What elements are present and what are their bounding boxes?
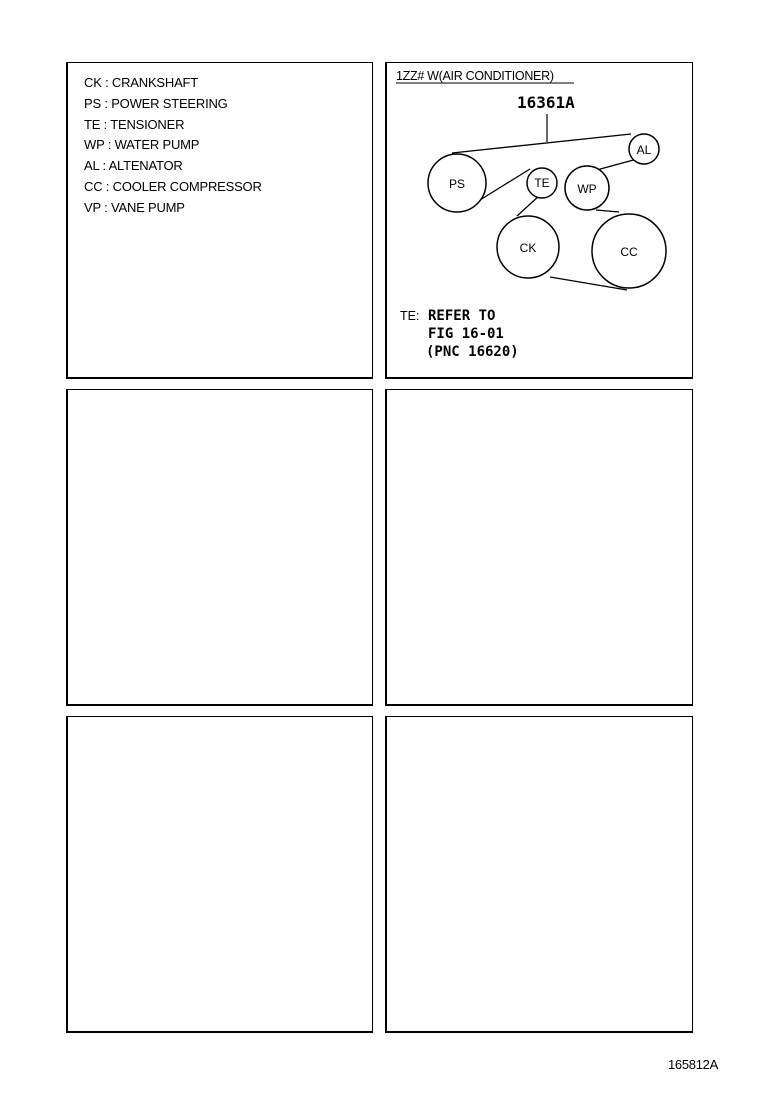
pulley-ps-label: PS: [448, 177, 466, 191]
pulley-wp-label: WP: [577, 182, 597, 196]
legend-item-wp: WP : WATER PUMP: [84, 137, 200, 153]
empty-panel-left-3: [66, 716, 373, 1033]
legend-name: POWER STEERING: [111, 95, 228, 111]
note-line-2: FIG 16-01: [428, 326, 504, 342]
legend-item-cc: CC : COOLER COMPRESSOR: [84, 178, 262, 194]
legend-name: TENSIONER: [110, 116, 185, 132]
legend-code: CK: [84, 75, 102, 90]
legend-code: PS: [84, 95, 101, 111]
legend-name: WATER PUMP: [114, 137, 200, 153]
note-prefix: TE:: [400, 309, 420, 323]
empty-panel-right-3: [385, 716, 693, 1033]
pulley-al-label: AL: [636, 143, 652, 157]
legend-item-ps: PS : POWER STEERING: [84, 95, 228, 111]
empty-panel-left-2: [66, 389, 373, 706]
legend-code: AL: [84, 158, 100, 174]
note-line-3: (PNC 16620): [426, 344, 519, 360]
note-line-1: REFER TO: [428, 308, 496, 324]
legend-item-te: TE : TENSIONER: [84, 116, 185, 132]
legend-name: COOLER COMPRESSOR: [112, 178, 262, 194]
legend-name: CRANKSHAFT: [111, 75, 199, 90]
legend-name: VANE PUMP: [110, 199, 185, 215]
legend-panel: [66, 62, 373, 379]
belt-diagram-panel: [385, 62, 693, 379]
legend-item-ck: CK : CRANKSHAFT: [84, 75, 199, 90]
legend-name: ALTENATOR: [108, 158, 183, 174]
pulley-ck-label: CK: [519, 241, 537, 255]
abbreviation-legend: [84, 73, 262, 219]
legend-code: WP: [84, 137, 105, 153]
legend-code: TE: [84, 116, 101, 132]
legend-item-al: AL : ALTENATOR: [84, 158, 183, 174]
pulley-cc-label: CC: [620, 245, 638, 259]
figure-code: 165812A: [668, 1057, 718, 1072]
legend-code: CC: [84, 178, 103, 194]
empty-panel-right-2: [385, 389, 693, 706]
legend-item-vp: VP : VANE PUMP: [84, 199, 185, 215]
pulley-te-label: TE: [534, 176, 550, 190]
diagram-heading: 1ZZ# W(AIR CONDITIONER): [396, 69, 554, 83]
part-number-label: 16361A: [517, 93, 575, 112]
legend-code: VP: [84, 199, 101, 215]
belt-routing-diagram: [387, 63, 693, 378]
